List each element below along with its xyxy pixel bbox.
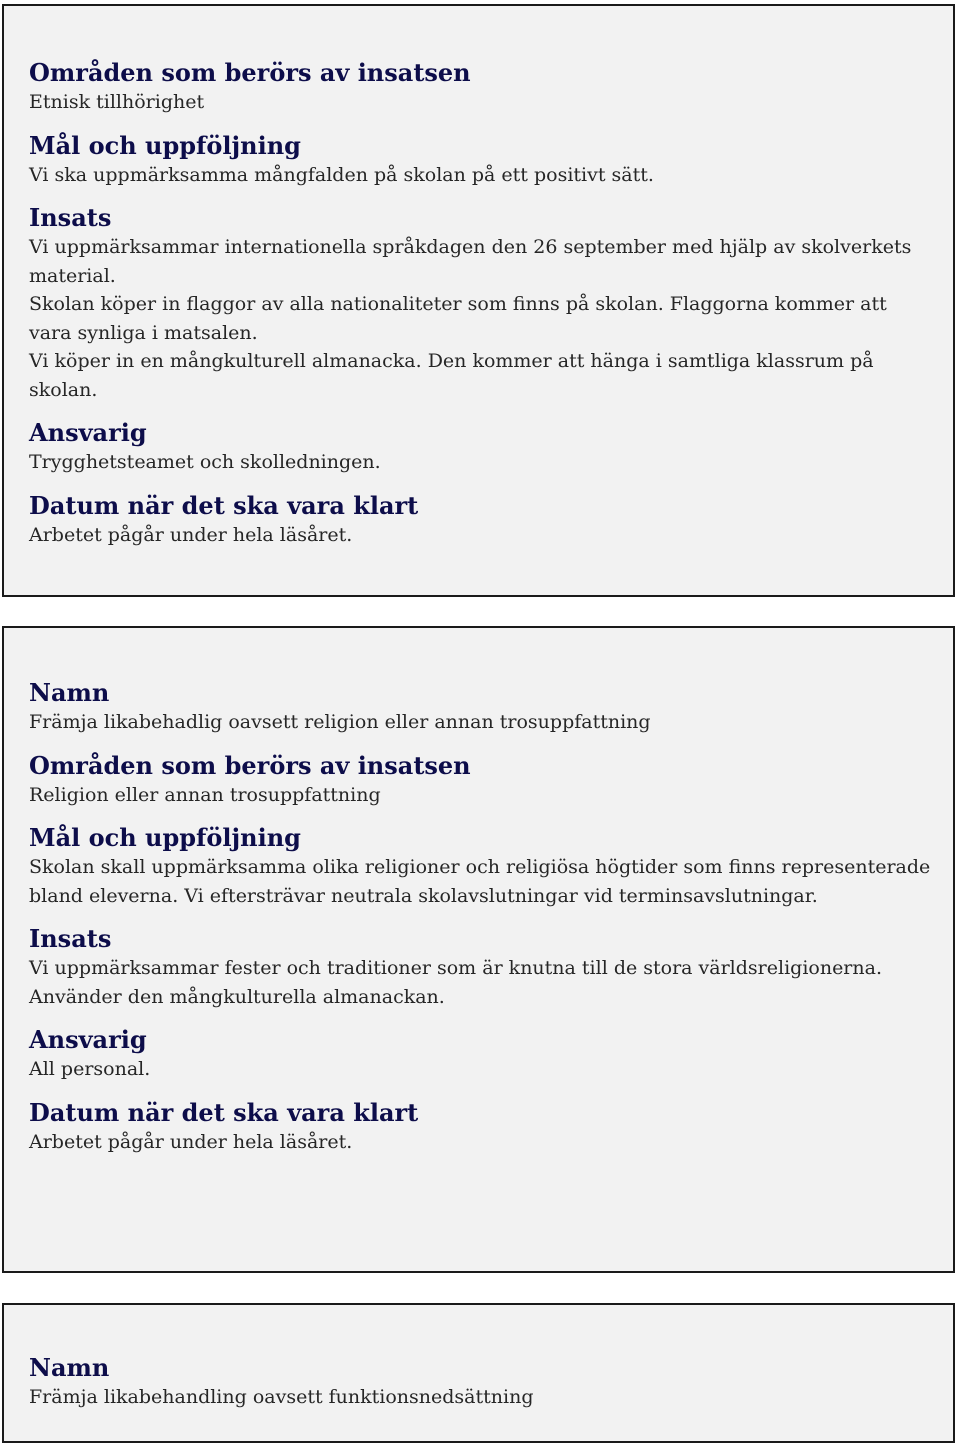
plan-box-religion [2, 626, 955, 1273]
name-section [29, 1353, 935, 1412]
action-section [29, 203, 935, 404]
name-value: Främja likabehandling oavsett funktionsnedsättning [29, 1386, 534, 1408]
goal-heading: Mål och uppföljning [29, 823, 301, 852]
areas-section [29, 58, 935, 117]
responsible-heading: Ansvarig [29, 1025, 147, 1054]
action-section [29, 924, 935, 1011]
date-section [29, 1098, 935, 1157]
goal-section [29, 823, 935, 910]
responsible-heading: Ansvarig [29, 418, 147, 447]
areas-section [29, 751, 935, 810]
date-value: Arbetet pågår under hela läsåret. [29, 523, 353, 546]
name-value: Främja likabehadlig oavsett religion eller annan trosuppfattning [29, 711, 651, 733]
action-line: Använder den mångkulturella almanackan. [29, 985, 445, 1008]
responsible-section [29, 1025, 935, 1084]
goal-section [29, 131, 935, 190]
responsible-section [29, 418, 935, 477]
date-section [29, 491, 935, 550]
goal-value: Skolan skall uppmärksamma olika religioner och religiösa högtider som finns representerade bland eleverna. Vi eftersträvar neutrala skolavslutningar vid terminsavslutningar. [29, 856, 931, 907]
action-line: Vi uppmärksammar fester och traditioner som är knutna till de stora världsreligionerna. [29, 957, 882, 979]
plan-box-ethnicity [2, 4, 955, 597]
date-heading: Datum när det ska vara klart [29, 1097, 419, 1127]
action-line: Skolan köper in flaggor av alla nationaliteter som finns på skolan. Flaggorna kommer att vara synliga i matsalen. [29, 293, 887, 344]
goal-heading: Mål och uppföljning [29, 130, 301, 160]
date-value: Arbetet pågår under hela läsåret. [29, 1130, 353, 1153]
responsible-value: Trygghetsteamet och skolledningen. [29, 451, 381, 473]
areas-heading: Områden som berörs av insatsen [29, 58, 471, 87]
areas-heading: Områden som berörs av insatsen [29, 750, 471, 780]
date-heading: Datum när det ska vara klart [29, 490, 419, 520]
action-heading: Insats [29, 924, 112, 953]
action-heading: Insats [29, 203, 112, 232]
plan-box-content [29, 58, 935, 549]
plan-box-content [29, 678, 935, 1156]
name-heading: Namn [29, 1353, 110, 1382]
plan-box-disability [2, 1303, 955, 1443]
name-heading: Namn [29, 678, 110, 707]
goal-value: Vi ska uppmärksamma mångfalden på skolan på ett positivt sätt. [29, 163, 654, 186]
plan-box-content [29, 1353, 935, 1412]
action-value [29, 954, 935, 1011]
name-section [29, 678, 935, 737]
action-line: Vi uppmärksammar internationella språkdagen den 26 september med hjälp av skolverkets material. [29, 236, 912, 287]
action-value [29, 233, 935, 404]
areas-value: Etnisk tillhörighet [29, 91, 205, 113]
responsible-value: All personal. [29, 1058, 151, 1080]
action-line: Vi köper in en mångkulturell almanacka. Den kommer att hänga i samtliga klassrum på skolan. [29, 350, 874, 401]
areas-value: Religion eller annan trosuppfattning [29, 783, 381, 806]
